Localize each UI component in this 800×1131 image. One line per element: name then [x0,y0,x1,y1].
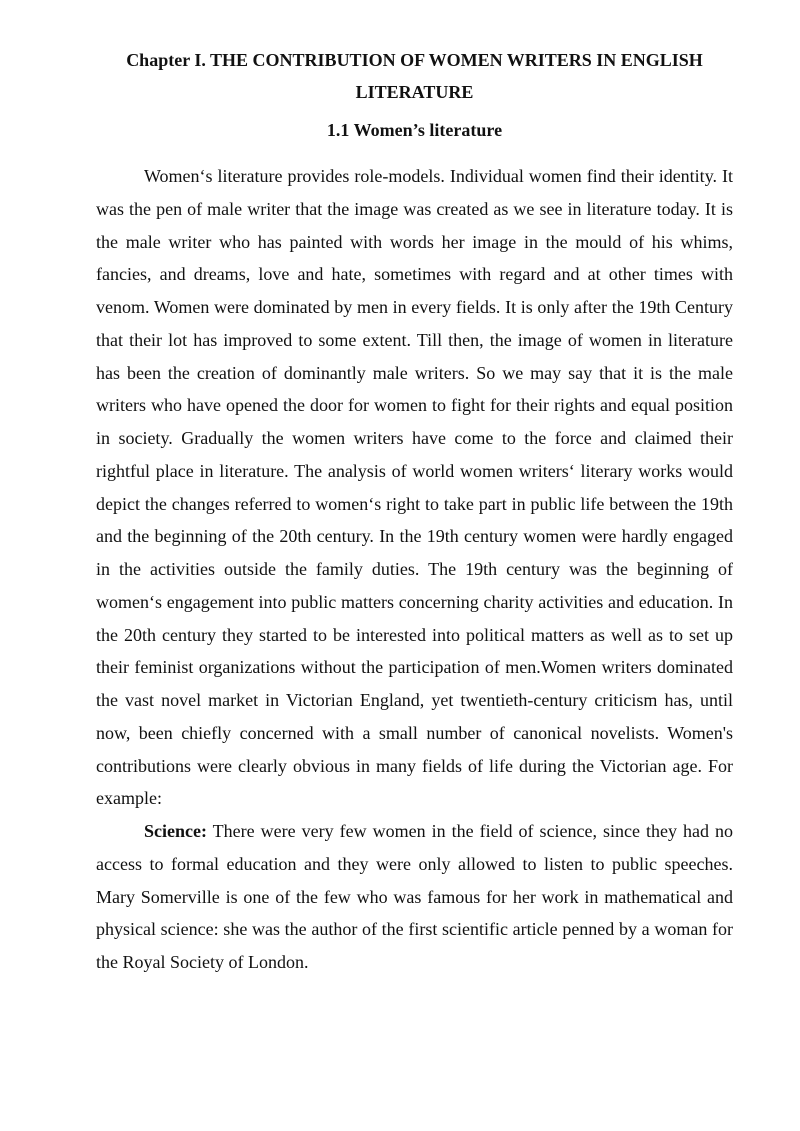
chapter-title: Chapter I. THE CONTRIBUTION OF WOMEN WRITERS IN ENGLISH LITERATURE [126,50,703,102]
science-label: Science: [144,821,207,841]
science-paragraph [96,815,733,979]
section-title: 1.1 Women’s literature [326,120,503,140]
intro-paragraph: Women‘s literature provides role-models. Individual women find their identity. It was the pen of male writer that the image was created as we see in literature today. It is the male writer who has painted with words her image in the mould of his whims, fancies, and dreams, love and hate, sometimes with regard and at other times with venom. Women were dominated by men in every fields. It is only after the 19th Century that their lot has improved to some extent. Till then, the image of women in literature has been the creation of dominantly male writers. So we may say that it is the male writers who have opened the door for women to fight for their rights and equal position in society. Gradually the women writers have come to the force and claimed their rightful place in literature. The analysis of world women writers‘ literary works would depict the changes referred to women‘s right to take part in public life between the 19th and the beginning of the 20th century. In the 19th century women were hardly engaged in the activities outside the family duties. The 19th century was the beginning of women‘s engagement into public matters concerning charity activities and education. In the 20th century they started to be interested into political matters as well as to set up their feminist organizations without the participation of men.Women writers dominated the vast novel market in Victorian England, yet twentieth-century criticism has, until now, been chiefly concerned with a small number of canonical novelists. Women's contributions were clearly obvious in many fields of life during the Victorian age. For example: [96,166,733,809]
science-text: There were very few women in the field of science, since they had no access to formal education and they were only allowed to listen to public speeches. Mary Somerville is one of the few who was famous for her work in mathematical and physical science: she was the author of the first scientific article penned by a woman for the Royal Society of London. [96,821,733,972]
document-page [96,44,733,979]
